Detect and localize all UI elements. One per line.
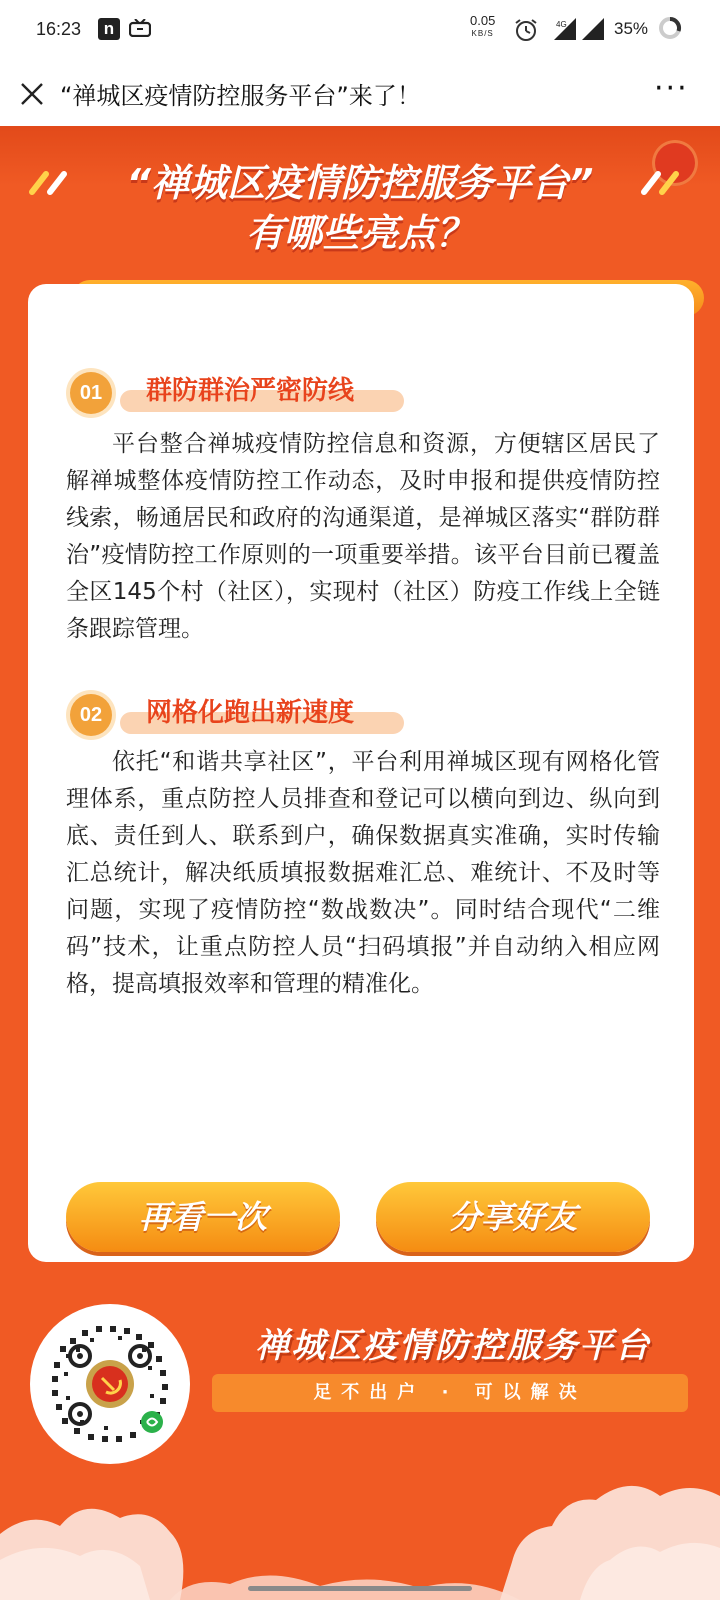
qr-code-icon bbox=[30, 1304, 190, 1464]
section-body: 平台整合禅城疫情防控信息和资源，方便辖区居民了解禅城整体疫情防控工作动态，及时申报和提供疫情防控线索，畅通居民和政府的沟通渠道，是禅城区落实“群防群治”疫情防控工作原则的一项重要举措。该平台目前已覆盖全区145个村（社区），实现村（社区）防疫工作线上全链条跟踪管理。 bbox=[66, 431, 660, 642]
mini-program-qr-code[interactable] bbox=[30, 1304, 190, 1464]
headline-line1: “禅城区疫情防控服务平台” bbox=[126, 161, 594, 205]
section-body: 依托“和谐共享社区”，平台利用禅城区现有网格化管理体系，重点防控人员排查和登记可以横向到边、纵向到底、责任到人、联系到户，确保数据真实准确，实时传输汇总统计，解决纸质填报数据难汇总、难统计、不及时等问题，实现了疫情防控“数战数决”。同时结合现代“二维码”技术，让重点防控人员“扫码填报”并自动纳入相应网格，提高填报效率和管理的精准化。 bbox=[66, 749, 660, 997]
replay-button[interactable]: 再看一次 bbox=[66, 1182, 340, 1252]
status-bar bbox=[0, 0, 720, 60]
status-time: 16:23 bbox=[36, 19, 82, 39]
share-button[interactable]: 分享好友 bbox=[376, 1182, 650, 1252]
home-indicator[interactable] bbox=[248, 1586, 472, 1591]
battery-icon bbox=[658, 16, 682, 40]
section-number-badge: 01 bbox=[70, 372, 112, 414]
signal-icon bbox=[582, 18, 604, 40]
section-number-badge: 02 bbox=[70, 694, 112, 736]
page-title: “禅城区疫情防控服务平台”来了！ bbox=[60, 82, 421, 110]
section-title: 群防群治严密防线 bbox=[146, 376, 355, 406]
poster-headline bbox=[0, 158, 720, 258]
tv-icon bbox=[129, 19, 151, 37]
app-notification-icon: n bbox=[98, 18, 120, 40]
more-menu-button[interactable]: ··· bbox=[654, 71, 689, 106]
headline-line2: 有哪些亮点？ bbox=[245, 211, 474, 255]
network-speed bbox=[470, 14, 495, 40]
nav-bar bbox=[0, 60, 720, 126]
signal-4g-icon bbox=[548, 18, 576, 40]
alarm-icon bbox=[514, 18, 538, 42]
section-title: 网格化跑出新速度 bbox=[146, 698, 355, 728]
platform-brand-name: 禅城区疫情防控服务平台 bbox=[255, 1326, 651, 1366]
article-poster bbox=[0, 126, 720, 1600]
network-speed-value: 0.05 bbox=[470, 13, 496, 28]
network-type-label: 4G bbox=[556, 20, 567, 29]
platform-slogan: 足不出户 · 可以解决 bbox=[212, 1374, 688, 1412]
battery-percent: 35% bbox=[614, 19, 649, 38]
cloud-decoration bbox=[0, 1456, 720, 1600]
close-icon[interactable] bbox=[14, 76, 50, 112]
network-speed-unit: KB/S bbox=[471, 29, 494, 38]
